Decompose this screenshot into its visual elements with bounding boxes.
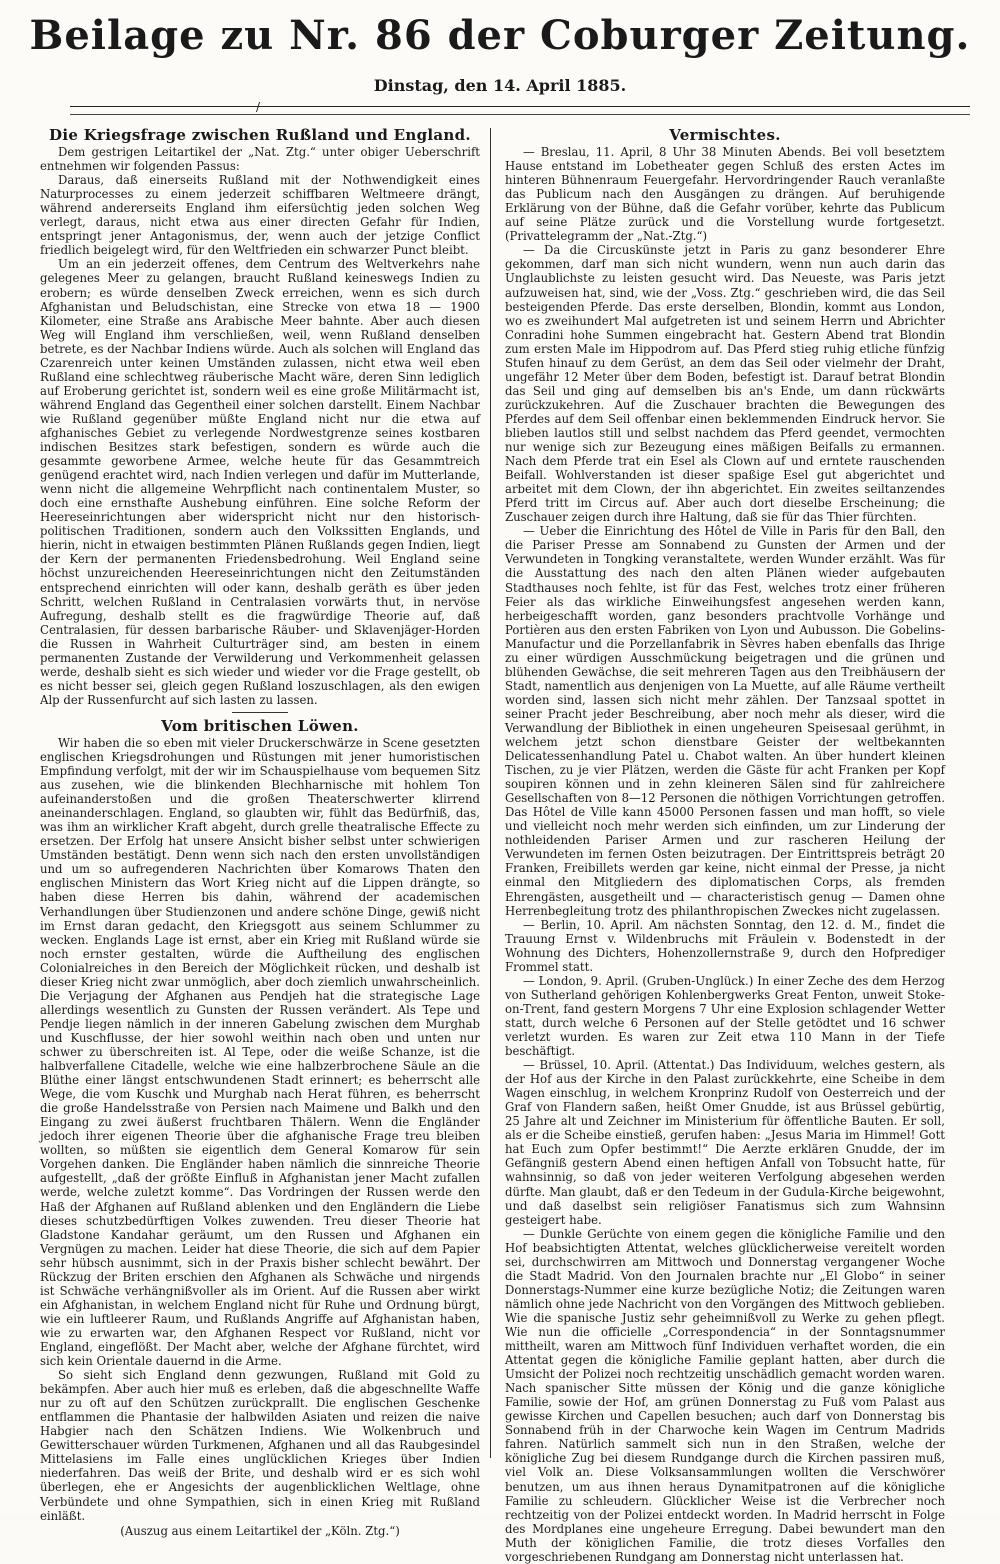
issue-date: Dinstag, den 14. April 1885. (373, 76, 627, 95)
news-item: — Breslau, 11. April, 8 Uhr 38 Minuten Abends. Bei voll besetztem Hause entstand im Lobetheater gegen Schluß des ersten Actes im hinteren Bühnenraum Feuergefahr. Hervordringender Rauch veranlaßte das Publicum nach den Ausgängen zu drängen. Auf beruhigende Erklärung von der Bühne, daß die Gefahr vorüber, kehrte das Publicum auf seine Plätze zurück und die Vorstellung wurde fortgesetzt. (Privattelegramm der „Nat.-Ztg.“) (505, 145, 945, 244)
right-column (505, 122, 945, 1564)
masthead-title: Beilage zu Nr. 86 der Coburger Zeitung. (29, 12, 971, 59)
news-item: — Berlin, 10. April. Am nächsten Sonntag, den 12. d. M., findet die Trauung Ernst v. Wildenbruchs mit Fräulein v. Bodenstedt in der Wohnung des Dichters, Hohenzollernstraße 9, durch den Hofprediger Frommel statt. (505, 917, 945, 974)
article-source: (Auszug aus einem Leitartikel der „Köln. Ztg.“) (120, 1523, 400, 1538)
article-paragraph: Um an ein jederzeit offenes, dem Centrum des Weltverkehrs nahe gelegenes Meer zu gelangen, braucht Rußland keineswegs Indien zu erobern; es würde denselben Zweck erreichen, wenn es sich durch Afghanistan und Beludschistan, eine Strecke von etwa 18 — 1900 Kilometer, eine Straße ans Arabische Meer bahnte. Aber auch diesen Weg will England ihm verschließen, weil, wenn Rußland denselben betrete, es der Nachbar Indiens würde. Auch als solchen will England das Czarenreich unter keinen Umständen zulassen, nicht etwa weil eben Rußland eine schlechtweg räuberische Macht wäre, deren Sinn lediglich auf Eroberung gerichtet ist, sondern weil es eine große Militärmacht ist, während England das Gegentheil einer solchen darstellt. Einem Nachbar wie Rußland gegenüber müßte England nicht nur die etwa auf afghanisches Gebiet zu verlegende Nordwestgrenze seines kostbaren indischen Besitzes stark befestigen, sondern es würde auch die gesammte geworbene Armee, welche heute für das Gesammtreich genügend erachtet wird, nach Indien verlegen und dafür im Mutterlande, wenn nicht die allgemeine Wehrpflicht nach continentalem Muster, so doch eine ernsthafte Aushebung einführen. Eine solche Reform der Heereseinrichtungen aber widerspricht nicht nur den historisch-politischen Traditionen, sondern auch den Volkssitten Englands, und hierin, nicht in etwaigen bestimmten Plänen Rußlands gegen Indien, liegt der Kern der permanenten Friedensbedrohung. Weil England seine höchst unzureichenden Heereseinrichtungen nicht den Zeitumständen entsprechend einrichten will oder kann, deshalb geräth es über jeden Schritt, welchen Rußland in Centralasien vorwärts thut, in nervöse Aufregung, deshalb stellt es die fragwürdige Theorie auf, daß Centralasien, für dessen barbarische Räuber- und Sklavenjäger-Horden die Russen in Wahrheit Culturträger sind, am besten in einem permanenten Zustande der Verwilderung und Verkommenheit gelassen werde, deshalb sieht es sich wieder und wieder vor die Frage gestellt, ob es nicht besser sei, gleich gegen Rußland loszuschlagen, als den ewigen Alp der Russenfurcht auf sich lasten zu lassen. (40, 257, 480, 707)
news-item: — Dunkle Gerüchte von einem gegen die königliche Familie und den Hof beabsichtigten Attentat, welches glücklicherweise vereitelt worden sei, durchschwirren am Mittwoch und Donnerstag vergangener Woche die Stadt Madrid. Von den Journalen brachte nur „El Globo“ in seiner Donnerstags-Nummer eine kurze bezügliche Notiz; die Zeitungen waren nämlich ohne jede Nachricht von den Vorgängen des Mittwoch geblieben. Wie die spanische Justiz sehr geheimnißvoll zu Werke zu gehen pflegt. Wie nun die officielle „Correspondencia“ in der Sonntagsnummer mittheilt, waren am Mittwoch fünf Individuen verhaftet worden, die ein Attentat gegen die königliche Familie geplant hatten, aber durch die Umsicht der Polizei noch rechtzeitig unschädlich gemacht worden waren. Nach spanischer Sitte müssen der König und die ganze königliche Familie, sowie der Hof, am grünen Donnerstag zu Fuß vom Palast aus gewisse Kirchen und Capellen besuchen; auch darf von Donnerstag bis Sonnabend früh in der Charwoche kein Wagen im Centrum Madrids fahren. Natürlich sammelt sich nun in den Straßen, welche der königliche Zug bei diesem Rundgange durch die Kirchen passiren muß, viel Volk an. Diese Volksansammlungen wollten die Verschwörer benutzen, um aus ihnen heraus Dynamitpatronen auf die königliche Familie zu schleudern. Glücklicher Weise ist die Verbrecher noch rechtzeitig von der Polizei entdeckt worden. In Madrid herrscht in Folge des Mordplanes eine ungeheure Erregung. Dabei bewundert man den Muth der königlichen Familie, die trotz dieses Vorfalles den vorgeschriebenen Rundgang am Donnerstag nicht unterlassen hat. (505, 1226, 945, 1564)
article-paragraph: Dem gestrigen Leitartikel der „Nat. Ztg.“ unter obiger Ueberschrift entnehmen wir folgenden Passus: (40, 145, 480, 174)
news-item: — Brüssel, 10. April. (Attentat.) Das Individuum, welches gestern, als der Hof aus der Kirche in den Palast zurückkehrte, eine Scheibe in dem Wagen einschlug, in welchem Kronprinz Rudolf von Oesterreich und der Graf von Flandern saßen, heißt Omer Gnudde, ist aus Brüssel gebürtig, 25 Jahre alt und Zeichner im Ministerium für öffentliche Bauten. Er soll, als er die Scheibe einstieß, gerufen haben: „Jesus Maria im Himmel! Gott hat Euch zum Opfer bestimmt!“ Die Aerzte erklären Gnudde, der im Gefängniß gestern Abend einen heftigen Anfall von Tobsucht hatte, für wahnsinnig, so daß von jeder weiteren Verfolgung abgesehen werden dürfte. Man glaubt, daß er den Tedeum in der Gudula-Kirche beigewohnt, und daß daselbst sein religiöser Fanatismus sich zum Wahnsinn gesteigert habe. (505, 1058, 945, 1227)
article-paragraph: Daraus, daß einerseits Rußland mit der Nothwendigkeit eines Naturprocesses zu einem jederzeit schiffbaren Weltmeere drängt, während andererseits England ihm eifersüchtig jeden solchen Weg verlegt, daraus, nicht etwa aus einer directen Gefahr für Indien, entspringt jener Antagonismus, der, wenn auch der jetzige Conflict friedlich beigelegt wird, für den Weltfrieden ein schwarzer Punct bleibt. (40, 173, 480, 258)
section-heading-miscellaneous: Vermischtes. (669, 126, 781, 144)
news-item: — Ueber die Einrichtung des Hôtel de Ville in Paris für den Ball, den die Pariser Presse am Sonnabend zu Gunsten der Armen und der Verwundeten in Tongking veranstaltete, werden Wunder erzählt. Was für die Ausstattung des nach den alten Plänen wieder aufgebauten Stadthauses noch fehlte, ist für das Fest, welches trotz einer früheren Feier als das wirkliche Einweihungsfest angesehen werden kann, herbeigeschafft worden, ganz besonders prachtvolle Vorhänge und Portièren aus den ersten Fabriken von Lyon und Aubusson. Die Gobelins-Manufactur und die Porzellanfabrik in Sèvres haben ebenfalls das Ihrige zu einer würdigen Ausschmückung beigetragen und die grünen und blühenden Gewächse, die seit mehreren Tagen aus den Treibhäusern der Stadt, namentlich aus denjenigen von La Muette, auf alle Räume vertheilt worden sind, lassen sich nicht mehr zählen. Der Tanzsaal spottet in seiner Pracht jeder Beschreibung, aber noch mehr als dieser, wird die Verwandlung der Bibliothek in einen ungeheuren Speisesaal gerühmt, in welchem jetzt schon dienstbare Geister der weltbekannten Delicatessenhandlung Patel u. Chabot walten. An über hundert kleinen Tischen, zu je vier Plätzen, werden die Gäste für acht Franken per Kopf soupiren können und in zehn kleineren Sälen sind für zahlreichere Gesellschaften von 8—12 Personen die nöthigen Vorrichtungen getroffen. Das Hôtel de Ville kann 45000 Personen fassen und man hofft, so viele und vielleicht noch mehr werden sich einfinden, um zur Linderung der nothleidenden Pariser Armen und zur rascheren Heilung der Verwundeten im fernen Osten beizutragen. Der Eintrittspreis beträgt 20 Franken, Freibillets werden gar keine, nicht einmal der Presse, ja nicht einmal den Mitgliedern des diplomatischen Corps, als fremden Ehrengästen, ausgetheilt und — characteristisch genug — Damen ohne Herrenbegleitung trotz des philanthropischen Zweckes nicht zugelassen. (505, 524, 945, 918)
stray-mark: / (256, 100, 261, 114)
article-separator (232, 712, 288, 713)
article-heading-war-question: Die Kriegsfrage zwischen Rußland und England. (49, 126, 471, 144)
news-item: — Da die Circuskünste jetzt in Paris zu ganz besonderer Ehre gekommen, darf man sich nicht wundern, wenn nun auch darin das Unglaublichste zu leisten gesucht wird. Das Neueste, was Paris jetzt aufzuweisen hat, sind, wie der „Voss. Ztg.“ geschrieben wird, die das Seil besteigenden Pferde. Das erste derselben, Blondin, kommt aus London, wo es zweihundert Mal aufgetreten ist und seinem Herrn und Abrichter Conradini hohe Summen eingebracht hat. Gestern Abend trat Blondin zum ersten Male im Hippodrom auf. Das Pferd stieg ruhig etliche fünfzig Stufen hinauf zu dem Gerüst, an dem das Seil oder vielmehr der Draht, ungefähr 12 Meter über dem Boden, befestigt ist. Darauf betrat Blondin das Seil und ging auf demselben bis an's Ende, um dann rückwärts zurückzukehren. Auf die Zuschauer brachten die Bewegungen des Pferdes auf dem Seil offenbar einen beklemmenden Eindruck hervor. Sie blieben lautlos still und selbst nachdem das Pferd geendet, vermochten nur wenige sich zur Bezeugung eines mäßigen Beifalls zu ermannen. Nach dem Pferde trat ein Esel als Clown auf und erntete rauschenden Beifall. Wohlverstanden ist dieser spaßige Esel gut abgerichtet und arbeitet mit dem Clown, der ihn abgerichtet. Ein zweites seiltanzendes Pferd tritt im Circus auf. Aber auch dort dieselbe Erscheinung; die Zuschauer zeigen durch ihre Haltung, daß sie für das Thier fürchten. (505, 243, 945, 525)
header-rule (70, 106, 970, 107)
news-item: — London, 9. April. (Gruben-Unglück.) In einer Zeche des dem Herzog von Sutherland gehörigen Kohlenbergwerks Great Fenton, unweit Stoke-on-Trent, fand gestern Morgens 7 Uhr eine Explosion schlagender Wetter statt, durch welche 6 Personen auf der Stelle getödtet und 16 schwer verletzt wurden. Es waren zur Zeit etwa 110 Mann in der Tiefe beschäftigt. (505, 973, 945, 1059)
article-heading-british-lion: Vom britischen Löwen. (161, 716, 359, 735)
column-divider (490, 128, 491, 1458)
article-paragraph: So sieht sich England denn gezwungen, Rußland mit Gold zu bekämpfen. Aber auch hier muß es erleben, daß die abgeschnellte Waffe nur zu oft auf den Schützen zurückprallt. Die englischen Geschenke entflammen die Phantasie der halbwilden Asiaten und reizen die naive Habgier nach den Schätzen Indiens. Wie Wolkenbruch und Gewitterschauer würden Turkmenen, Afghanen und all das Raubgesindel Mittelasiens im Falle eines unglücklichen Krieges über Indien niederfahren. Das weiß der Brite, und deshalb wird er es sich wohl überlegen, ehe er Angesichts der augenblicklichen Weltlage, ohne Verbündete und ohne Sympathien, sich in einen Krieg mit Rußland einläßt. (40, 1368, 480, 1523)
article-paragraph: Wir haben die so eben mit vieler Druckerschwärze in Scene gesetzten englischen Kriegsdrohungen und Rüstungen mit jener humoristischen Empfindung verfolgt, mit der wir im Schauspielhause vom bequemen Sitz aus zusehen, wie die blinkenden Blechharnische mit hohlem Ton aufeinanderstoßen und die großen Theaterschwerter klirrend aneinanderschlagen. England, so glaubten wir, fühlt das Bedürfniß, das, was ihm an wirklicher Kraft abgeht, durch grelle theatralische Effecte zu ersetzen. Der Erfolg hat unsere Ansicht bisher selbst unter schwierigen Umständen bestätigt. Denn wenn sich nach den ersten unvollständigen und um so aufregenderen Nachrichten über Komarows Thaten den englischen Ministern das Wort Krieg nicht auf die Lippen drängte, so haben diese Herren bis dahin, während der academischen Verhandlungen über Studienzonen und andere schöne Dinge, gewiß nicht im Ernst daran gedacht, den Kriegsgott aus seinem Schlummer zu wecken. Englands Lage ist ernst, aber ein Krieg mit Rußland würde sie noch ernster gestalten, würde die Auftheilung des englischen Colonialreiches in den Bereich der Möglichkeit rücken, und deshalb ist dieser Krieg nicht zwar unmöglich, aber doch ziemlich unwahrscheinlich. Die Verjagung der Afghanen aus Pendjeh hat die strategische Lage allerdings wesentlich zu Gunsten der Russen verändert. Als Tepe und Pendje liegen nämlich in der inneren Gabelung zwischen dem Murghab und Kuschflusse, der hier sowohl weithin nach oben und unten nur schwer zu überschreiten ist. Al Tepe, oder die weiße Schanze, ist die halbverfallene Citadelle, welche wie eine halbzerbrochene Säule an die Blüthe einer längst entschwundenen Stadt erinnert; es beherrscht alle Wege, die vom Kuschk und Murghab nach Herat führen, es beherrscht die große Handelsstraße von Persien nach Maimene und Balkh und den Eingang zu zwei äußerst fruchtbaren Thälern. Wenn die Engländer jedoch ihrer eigenen Theorie über die afghanische Frage treu bleiben wollten, so müßten sie eigentlich dem General Komarow für sein Vorgehen danken. Die Engländer haben nämlich die sinnreiche Theorie aufgestellt, „daß der größte Einfluß in Afghanistan jener Macht zufallen werde, welche zuletzt komme“. Das Vordringen der Russen werde den Haß der Afghanen auf Rußland ablenken und den Engländern die Liebe dieses schutzbedürftigen Volkes zuwenden. Treu dieser Theorie hat Gladstone Kandahar geräumt, um den Russen und Afghanen ein Vergnügen zu machen. Leider hat diese Theorie, die sich auf dem Papier sehr hübsch ausnimmt, sich in der Praxis bisher schlecht bewährt. Der Rückzug der Briten erschien den Afghanen als Schwäche und nirgends ist Schwäche verhängnißvoller als im Orient. Auf die Russen aber wirkt ein Afghanistan, in welchem England nicht für Ruhe und Ordnung bürgt, wie ein luftleerer Raum, und Rußlands Angriffe auf Afghanistan haben, wie zu erwarten war, den Afghanen Respect vor Rußland, nicht vor England, eingeflößt. Der Macht aber, welche der Afghane fürchtet, wird sich kein Orientale dauernd in die Arme. (40, 735, 480, 1369)
left-column (40, 122, 480, 1538)
header-rule-thin (70, 114, 970, 115)
